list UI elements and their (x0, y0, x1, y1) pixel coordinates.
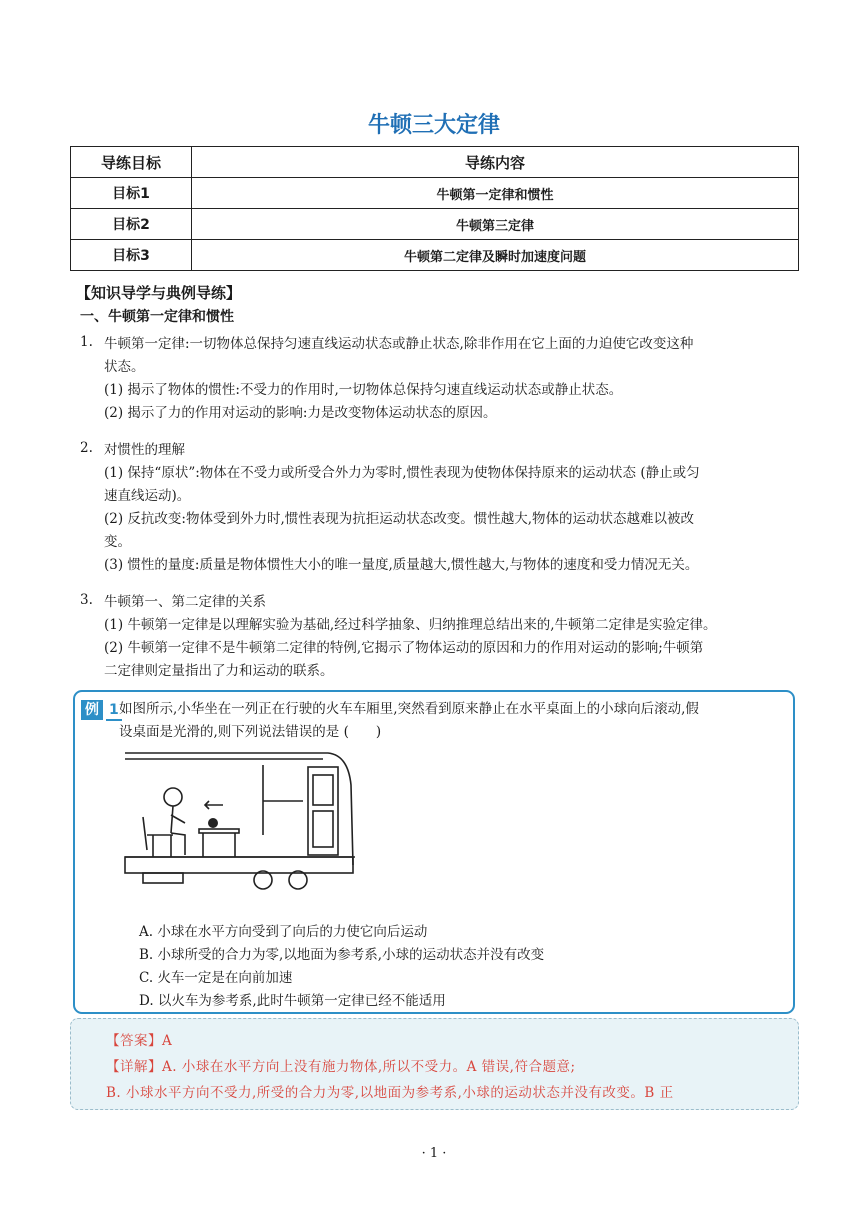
page-number: · 1 · (421, 1146, 447, 1161)
table-header: 导练内容 (192, 147, 799, 178)
page-title: 牛顿三大定律 (367, 113, 500, 138)
table-top (199, 829, 239, 833)
goals-table (70, 146, 799, 271)
table-cell: 牛顿第二定律及瞬时加速度问题 (192, 240, 799, 271)
text-line: 对惯性的理解 (104, 442, 185, 458)
example-number: 1 (106, 700, 122, 721)
table-cell: 目标1 (71, 178, 192, 209)
paragraph (104, 591, 794, 683)
table-cell: 目标2 (71, 209, 192, 240)
table-cell: 牛顿第三定律 (192, 209, 799, 240)
option-c: C. 火车一定是在向前加速 (139, 970, 293, 986)
example-question (119, 698, 789, 744)
option-a: A. 小球在水平方向受到了向后的力使它向后运动 (139, 924, 428, 940)
text-line: 速直线运动)。 (104, 488, 191, 504)
answer-line: 【答案】A (106, 1033, 173, 1049)
item-number: 3. (80, 592, 93, 608)
train-roof-outline (125, 753, 353, 865)
text-line: 如图所示,小华坐在一列正在行驶的火车车厢里,突然看到原来静止在水平桌面上的小球向后滚动,假 (119, 701, 699, 717)
text-line: (2) 牛顿第一定律不是牛顿第二定律的特例,它揭示了物体运动的原因和力的作用对运动的影响;牛顿第 (104, 640, 704, 656)
text-line: (1) 揭示了物体的惯性:不受力的作用时,一切物体总保持匀速直线运动状态或静止状态。 (104, 382, 623, 398)
table-cell: 目标3 (71, 240, 192, 271)
train-chassis (125, 857, 353, 873)
table-header: 导练目标 (71, 147, 192, 178)
train-bogie (143, 873, 183, 883)
item-number: 1. (80, 334, 93, 350)
table-row (71, 209, 799, 240)
explanation-line: B. 小球水平方向不受力,所受的合力为零,以地面为参考系,小球的运动状态并没有改变。B 正 (106, 1085, 674, 1101)
text-line: 牛顿第一定律:一切物体总保持匀速直线运动状态或静止状态,除非作用在它上面的力迫使它改变这种 (104, 336, 694, 352)
table-header-row (71, 147, 799, 178)
text-line: 变。 (104, 534, 131, 550)
text-line: (1) 保持“原状”:物体在不受力或所受合外力为零时,惯性表现为使物体保持原来的运动状态 (静止或匀 (104, 465, 700, 481)
text-line: (2) 反抗改变:物体受到外力时,惯性表现为抗拒运动状态改变。惯性越大,物体的运动状态越难以被改 (104, 511, 695, 527)
example-box (73, 690, 795, 1014)
text-line: (1) 牛顿第一定律是以理解实验为基础,经过科学抽象、归纳推理总结出来的,牛顿第二定律是实验定律。 (104, 617, 717, 633)
arrow-left-icon (205, 801, 223, 809)
option-b: B. 小球所受的合力为零,以地面为参考系,小球的运动状态并没有改变 (139, 947, 545, 963)
ball (208, 818, 218, 828)
train-door-panel (313, 811, 333, 847)
person-head (164, 788, 182, 806)
person-body (171, 806, 185, 855)
answer-box (70, 1018, 799, 1110)
train-door-window (313, 775, 333, 805)
paragraph (104, 439, 794, 577)
section-heading: 【知识导学与典例导练】 (76, 284, 242, 302)
option-d: D. 以火车为参考系,此时牛顿第一定律已经不能适用 (139, 993, 446, 1009)
item-number: 2. (80, 440, 93, 456)
table-row (71, 240, 799, 271)
table-cell: 牛顿第一定律和惯性 (192, 178, 799, 209)
text-line: (2) 揭示了力的作用对运动的影响:力是改变物体运动状态的原因。 (104, 405, 497, 421)
paragraph (104, 333, 794, 425)
text-line: 牛顿第一、第二定律的关系 (104, 594, 266, 610)
example-tag: 例 (81, 700, 103, 720)
explanation-line: 【详解】A. 小球在水平方向上没有施力物体,所以不受力。A 错误,符合题意; (106, 1059, 576, 1075)
text-line: 状态。 (104, 359, 145, 375)
train-figure (123, 745, 363, 895)
table-row (71, 178, 799, 209)
text-line: 设桌面是光滑的,则下列说法错误的是 ( ) (119, 724, 382, 740)
text-line: 二定律则定量指出了力和运动的联系。 (104, 663, 334, 679)
text-line: (3) 惯性的量度:质量是物体惯性大小的唯一量度,质量越大,惯性越大,与物体的速度和受力情况无关。 (104, 557, 699, 573)
subsection-heading: 一、牛顿第一定律和惯性 (80, 309, 234, 325)
chair (143, 817, 173, 857)
